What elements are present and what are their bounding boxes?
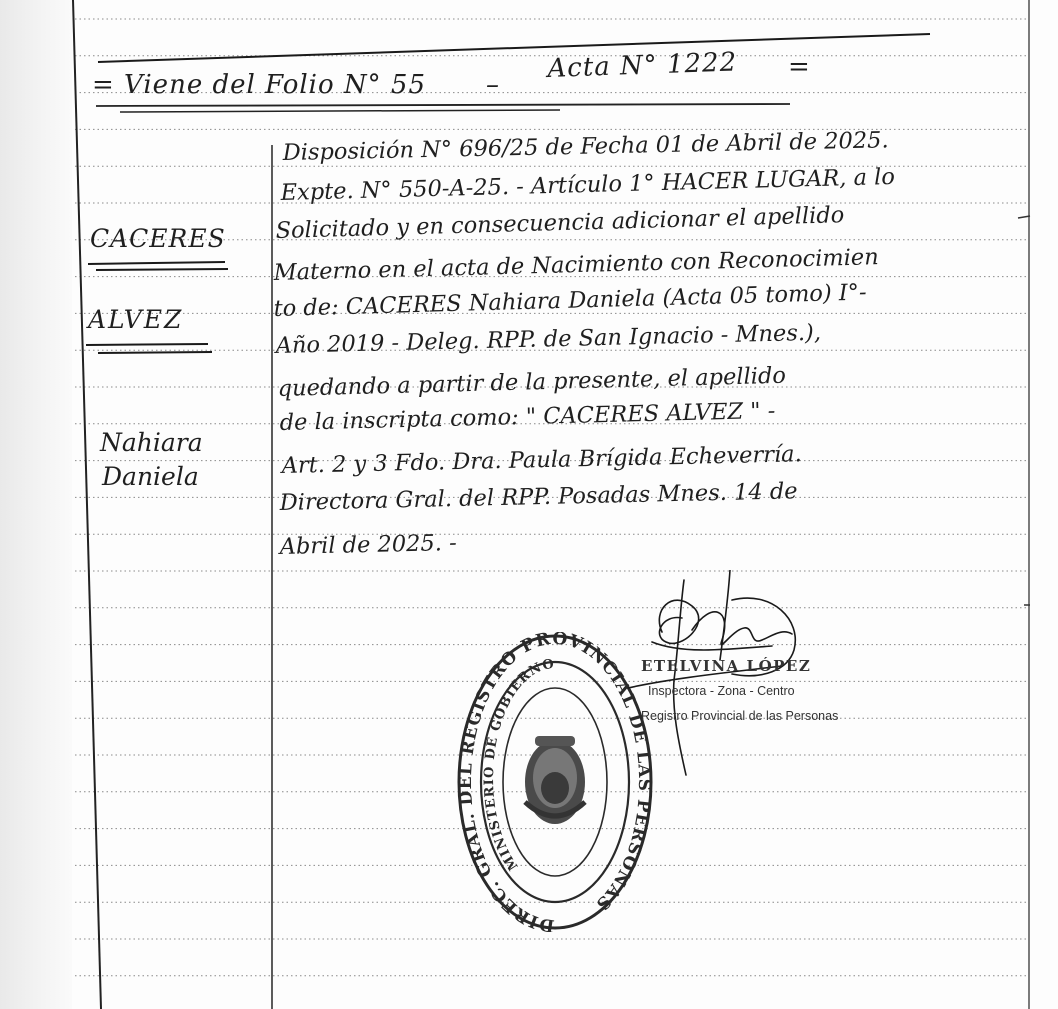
caceres-underline-1: [88, 262, 225, 264]
signatory-office: Registro Provincial de las Personas: [641, 709, 839, 723]
stamp-outer-text: DIREC. GRAL. DEL REGISTRO PROVINCIAL DE LAS PERSONAS: [456, 632, 655, 932]
margin-tick: [1018, 216, 1030, 218]
header-underline-2: [120, 110, 560, 112]
folio-reference: = Viene del Folio N° 55: [92, 70, 426, 100]
handwritten-signature: [622, 570, 822, 780]
header-underline-1: [96, 104, 790, 106]
alvez-underline-1: [86, 344, 208, 345]
annotation-line: de la inscripta como: " CACERES ALVEZ " -: [279, 397, 776, 436]
stamp-inner-text: MINISTERIO DE GOBIERNO: [481, 656, 556, 873]
annotation-line: Directora Gral. del RPP. Posadas Mnes. 14 de: [279, 478, 798, 516]
second-name: Daniela: [102, 462, 199, 491]
header-dash: –: [486, 70, 500, 100]
first-name: Nahiara: [100, 428, 203, 457]
annotation-line: quedando a partir de la presente, el apellido: [277, 362, 787, 402]
alvez-underline-2: [98, 352, 212, 353]
annotation-line: Expte. N° 550-A-25. - Artículo 1° HACER LUGAR, a lo: [280, 163, 896, 206]
left-margin-line: [73, 0, 101, 1009]
annotation-line: to de: CACERES Nahiara Daniela (Acta 05 tomo) I°-: [273, 279, 867, 322]
annotation-line: Materno en el acta de Nacimiento con Reconocimien: [273, 244, 880, 286]
coat-of-arms-emblem: [525, 736, 585, 824]
annotation-line: Art. 2 y 3 Fdo. Dra. Paula Brígida Echeverría.: [281, 441, 802, 479]
annotation-line: Solicitado y en consecuencia adicionar el apellido: [275, 202, 845, 244]
caceres-underline-2: [96, 269, 228, 270]
surname-paternal: CACERES: [90, 224, 226, 253]
annotation-line: Abril de 2025. -: [279, 529, 457, 560]
header-end-mark: =: [788, 52, 811, 82]
signatory-name: ETELVINA LÓPEZ: [641, 657, 812, 675]
signatory-title: Inspectora - Zona - Centro: [648, 684, 795, 698]
annotation-line: Disposición N° 696/25 de Fecha 01 de Abril de 2025.: [282, 127, 889, 166]
surname-maternal: ALVEZ: [88, 305, 184, 334]
annotation-line: Año 2019 - Deleg. RPP. de San Ignacio - Mnes.),: [275, 319, 822, 359]
acta-number: Acta N° 1222: [546, 47, 738, 84]
